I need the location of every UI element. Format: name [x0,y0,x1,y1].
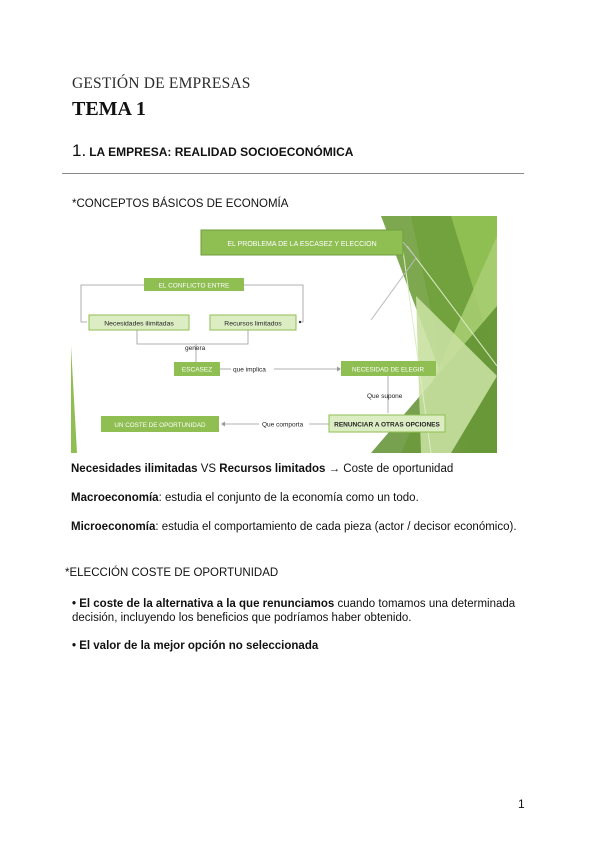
micro-definition: : estudia el comportamiento de cada pieza (actor / decisor económico). [155,521,517,533]
resources-box-label: Recursos limitados [224,320,282,328]
paragraph-macroeconomics [71,492,419,504]
implies-label: que implica [233,366,266,374]
conflict-box-label: EL CONFLICTO ENTRE [158,282,230,290]
diagram-svg [71,216,497,453]
scarcity-box-label: ESCASEZ [181,366,213,374]
opportunity-box-label: UN COSTE DE OPORTUNIDAD [114,422,206,429]
scarcity-diagram [71,216,497,453]
resources-term: Recursos limitados [219,463,326,475]
renounce-box-label: RENUNCIAR A OTRAS OPCIONES [334,421,440,429]
vs-text: VS [197,463,220,475]
generates-connector [137,330,248,344]
bullet-1-bold: • El coste de la alternativa a la que renunciamos [72,598,335,610]
topic-title: TEMA 1 [72,98,146,120]
concepts-heading: *CONCEPTOS BÁSICOS DE ECONOMÍA [72,198,289,210]
bullet-best-option: • El valor de la mejor opción no seleccionada [72,640,319,652]
micro-term: Microeconomía [71,521,156,533]
bullet-1-line1: cuando tomamos una determinada [334,598,516,610]
bullet-alternative-cost [72,597,522,625]
page-number: 1 [518,797,525,811]
section-title: LA EMPRESA: REALIDAD SOCIOECONÓMICA [89,145,354,159]
opportunity-cost-text: → Coste de oportunidad [325,463,454,475]
choice-heading: *ELECCIÓN COSTE DE OPORTUNIDAD [65,567,279,579]
generates-label: genera [185,345,206,352]
macro-term: Macroeconomía [71,492,159,504]
needs-term: Necesidades ilimitadas [71,463,198,475]
entails-label: Que comporta [262,421,304,429]
macro-definition: : estudia el conjunto de la economía como un todo. [158,492,419,504]
course-title: GESTIÓN DE EMPRESAS [72,75,251,92]
decor-shape-left [71,346,77,453]
title-box-label: EL PROBLEMA DE LA ESCASEZ Y ELECCION [227,241,377,248]
bullet-1-line2: decisión, incluyendo los beneficios que podríamos haber obtenido. [72,612,412,624]
paragraph-microeconomics [71,521,517,533]
needs-box-label: Necesidades ilimitadas [104,320,174,328]
paragraph-needs-vs-resources [71,463,453,475]
section-heading [72,141,353,161]
bracket-dot [299,321,301,323]
entails-arrow [221,422,225,427]
assumes-label: Que supone [367,393,403,400]
section-number: 1. [72,141,87,160]
implies-arrow [337,367,341,372]
choose-box-label: NECESIDAD DE ELEGIR [351,366,425,374]
section-divider [62,173,524,174]
